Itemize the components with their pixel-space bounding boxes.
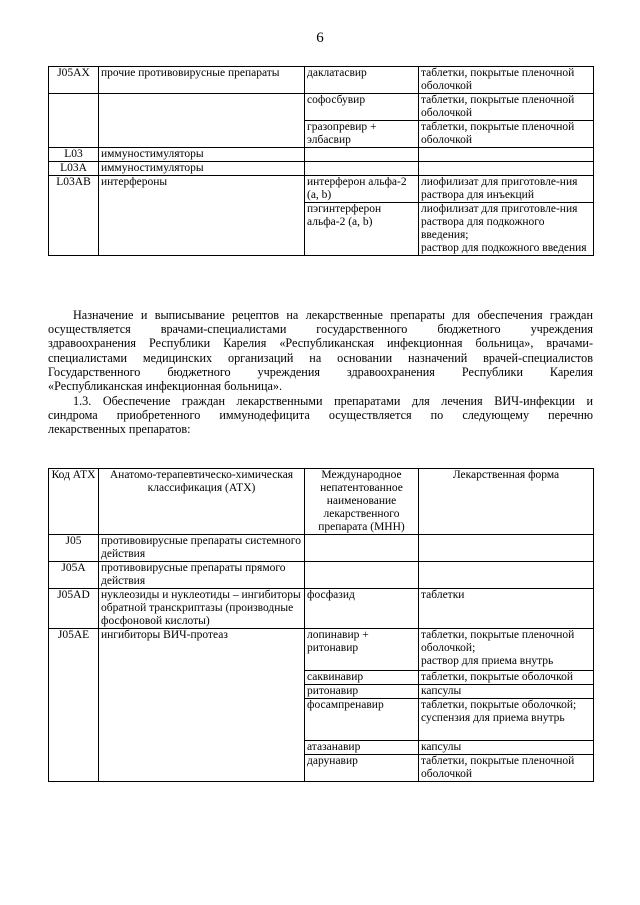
form-line: раствор для подкожного введения [421, 242, 587, 254]
form-line: суспензия для приема внутрь [421, 712, 565, 724]
dosage-form: таблетки, покрытые оболочкой [419, 670, 593, 684]
atc-class: нуклеозиды и нуклеотиды – ингибиторы обратной транскриптазы (производные фосфоновой кислоты) [99, 589, 305, 629]
form-line: раствор для приема внутрь [421, 655, 554, 667]
text-line: 1.3. Обеспечение граждан лекарственными препаратами для лечения ВИЧ-инфекции и [73, 394, 593, 408]
text-line: осуществляется врачами-специалистами государственного бюджетного учреждения [48, 322, 593, 337]
mnn: софосбувир [305, 94, 419, 121]
text-line: «Республиканская инфекционная больница». [48, 379, 283, 394]
mnn: лопинавир + ритонавир [307, 629, 369, 654]
table-row [49, 94, 594, 121]
atc-class: иммуностимуляторы [99, 162, 305, 176]
mnn: дарунавир [305, 754, 418, 768]
mnn: пэгинтерферон альфа-2 (a, b) [305, 203, 419, 256]
dosage-form: таблетки, покрытые пленочной оболочкой [419, 94, 594, 121]
form-line: таблетки, покрытые пленочной оболочкой; [421, 629, 575, 654]
text-line: лекарственных препаратов: [48, 422, 191, 437]
atc-class: интерфероны [99, 176, 305, 203]
atc-class: прочие противовирусные препараты [99, 67, 305, 94]
table-row [49, 589, 594, 629]
text-line: синдрома приобретенного иммунодефицита осуществляется по следующему перечню [48, 408, 593, 423]
atc-code: J05 [49, 535, 99, 562]
paragraph-prescribing [48, 308, 593, 393]
text-line: Назначение и выписывание рецептов на лекарственные препараты для обеспечения граждан [73, 308, 593, 322]
table-row [49, 203, 594, 256]
page-number: 6 [316, 30, 324, 46]
table-row [49, 67, 594, 94]
table-row [49, 121, 594, 148]
dosage-form [419, 698, 593, 740]
header-atc-class: Анатомо-терапевтическо-химическая классификация (АТХ) [99, 469, 305, 535]
form-list [419, 629, 594, 782]
mnn: ритонавир [305, 684, 418, 698]
header-form: Лекарственная форма [419, 469, 594, 535]
paragraph-section-1-3 [48, 394, 593, 437]
atc-code: J05AE [49, 629, 99, 782]
drug-table-continued [48, 66, 594, 256]
dosage-form: таблетки, покрытые пленочной оболочкой [419, 121, 594, 148]
text-line: специалистами медицинских организаций на основании назначений врачей-специалистов [48, 350, 593, 365]
atc-class: противовирусные препараты системного действия [99, 535, 305, 562]
dosage-form: таблетки, покрытые пленочной оболочкой [419, 754, 593, 781]
mnn: даклатасвир [305, 67, 419, 94]
atc-class: иммуностимуляторы [99, 148, 305, 162]
dosage-form: капсулы [419, 740, 593, 754]
dosage-form: таблетки [419, 589, 594, 629]
table-row [49, 535, 594, 562]
atc-class: противовирусные препараты прямого действия [99, 562, 305, 589]
mnn: атазанавир [305, 740, 418, 754]
dosage-form [419, 203, 594, 256]
mnn: фосфазид [305, 589, 419, 629]
atc-class: ингибиторы ВИЧ-протеаз [99, 629, 305, 782]
table-row [49, 629, 594, 782]
hiv-drug-table [48, 468, 594, 782]
header-atc-code: Код АТХ [49, 469, 99, 535]
table-header-row [49, 469, 594, 535]
dosage-form: капсулы [419, 684, 593, 698]
dosage-form: лиофилизат для приготовле-ния раствора для инъекций [419, 176, 594, 203]
atc-code: L03 [49, 148, 99, 162]
dosage-form: таблетки, покрытые пленочной оболочкой [419, 67, 594, 94]
header-mnn: Международное непатентованное наименование лекарственного препарата (МНН) [305, 469, 419, 535]
atc-code: J05A [49, 562, 99, 589]
table-row [49, 148, 594, 162]
form-line: лиофилизат для приготовле-ния раствора для подкожного введения; [421, 203, 578, 241]
atc-code: J05AD [49, 589, 99, 629]
mnn-list [305, 629, 419, 782]
atc-code: J05AX [49, 67, 99, 94]
text-line: Государственного бюджетного учреждения здравоохранения Республики Карелия [48, 364, 593, 379]
text-line: здравоохранения Республики Карелия «Республиканская инфекционная больница», врачами- [48, 336, 593, 351]
mnn: саквинавир [305, 670, 418, 684]
mnn: интерферон альфа-2 (a, b) [305, 176, 419, 203]
mnn: гразопревир + элбасвир [305, 121, 419, 148]
atc-code: L03A [49, 162, 99, 176]
atc-code: L03AB [49, 176, 99, 203]
table-row [49, 176, 594, 203]
form-line: таблетки, покрытые оболочкой; [421, 699, 577, 711]
dosage-form [421, 629, 591, 670]
table-row [49, 562, 594, 589]
mnn: фосампренавир [305, 698, 418, 740]
table-row [49, 162, 594, 176]
